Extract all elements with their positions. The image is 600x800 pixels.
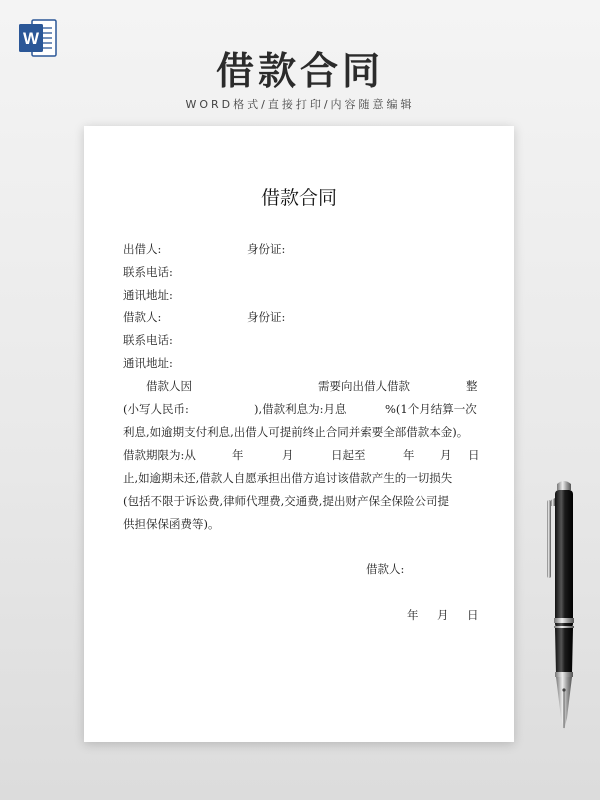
date-month-label: 月 (437, 608, 449, 622)
page-subtitle: WORD格式/直接打印/内容随意编辑 (185, 98, 415, 111)
clause-4-part-f: 月 (440, 448, 452, 462)
document-title: 借款合同 (260, 187, 337, 209)
clause-line-6: (包括不限于诉讼费,律师代理费,交通费,提出财产保全保险公司提 (123, 494, 449, 508)
lender-label: 出借人: (123, 242, 162, 256)
clause-line-5: 止,如逾期未还,借款人自愿承担出借方追讨该借款产生的一切损失 (123, 471, 453, 485)
clause-line-3: 利息,如逾期支付利息,出借人可提前终止合同并索要全部借款本金)。 (123, 425, 469, 439)
page-title: 借款合同 (215, 49, 384, 93)
lender-address-label: 通讯地址: (123, 288, 173, 302)
word-icon-letter: W (22, 29, 40, 48)
clause-4-part-c: 月 (282, 448, 294, 462)
clause-4-part-a: 借款期限为:从 (123, 448, 196, 462)
clause-4-part-d: 日起至 (331, 448, 366, 462)
lender-id-label: 身份证: (247, 242, 286, 256)
clause-2-part-a: (小写人民币: (123, 402, 189, 416)
clause-1-part-c: 整 (466, 379, 478, 393)
clause-2-part-b: ),借款利息为:月息 (254, 402, 347, 416)
borrower-id-label: 身份证: (247, 310, 286, 324)
clause-line-7: 供担保保函费等)。 (123, 517, 220, 531)
clause-4-part-e: 年 (403, 448, 415, 462)
clause-1-part-b: 需要向出借人借款 (318, 379, 410, 393)
lender-phone-label: 联系电话: (123, 265, 173, 279)
date-year-label: 年 (407, 608, 419, 622)
clause-2-part-c: %(1个月结算一次 (385, 402, 477, 416)
clause-1-part-a: 借款人因 (146, 379, 192, 393)
clause-4-part-b: 年 (232, 448, 244, 462)
signature-label: 借款人: (366, 562, 405, 576)
clause-4-part-g: 日 (468, 448, 480, 462)
document-page (84, 126, 514, 742)
date-day-label: 日 (467, 608, 479, 622)
borrower-phone-label: 联系电话: (123, 333, 173, 347)
fountain-pen-icon (540, 478, 590, 738)
borrower-address-label: 通讯地址: (123, 356, 173, 370)
borrower-label: 借款人: (123, 310, 162, 324)
